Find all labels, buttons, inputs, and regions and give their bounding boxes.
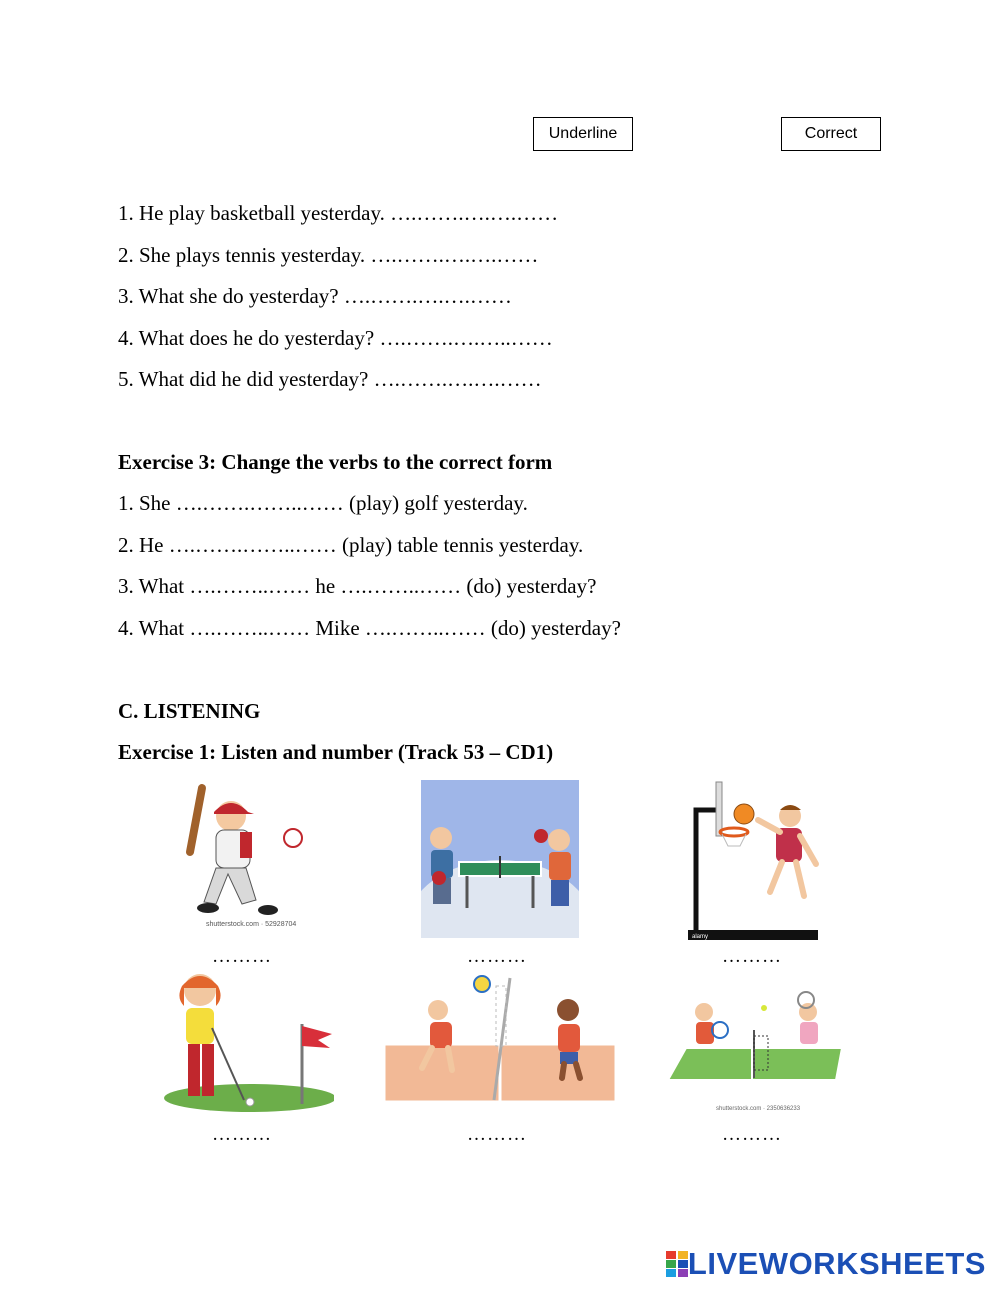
golf-picture [158, 968, 334, 1114]
listening-exercise-title: Exercise 1: Listen and number (Track 53 – CD1) [118, 740, 554, 764]
exercise3-item-1: 1. She ….…….……..…… (play) golf yesterday. [118, 491, 528, 515]
basketball-caption: alamy [692, 934, 709, 940]
liveworksheets-logo-icon [666, 1251, 688, 1277]
answer-blank-3[interactable]: ……… [722, 946, 782, 967]
table-tennis-picture [421, 780, 579, 938]
exercise3-item-2: 2. He ….…….……..…… (play) table tennis yesterday. [118, 533, 584, 557]
listening-section-title: C. LISTENING [118, 699, 261, 723]
baseball-caption: shutterstock.com · 52928704 [206, 921, 297, 928]
exercise3-title: Exercise 3: Change the verbs to the correct form [118, 450, 553, 474]
answer-blank-5[interactable]: ……… [467, 1124, 527, 1145]
answer-blank-4[interactable]: ……… [212, 1124, 272, 1145]
liveworksheets-logo [666, 1246, 986, 1282]
answer-blank-2[interactable]: ……… [467, 946, 527, 967]
baseball-picture [176, 782, 310, 932]
exercise2-item-4: 4. What does he do yesterday? ….…….….…..…… [118, 326, 553, 350]
basketball-picture [688, 780, 822, 940]
exercise2-item-3: 3. What she do yesterday? ….…….….….…… [118, 284, 512, 308]
exercise2-item-1: 1. He play basketball yesterday. ….…….….….…… [118, 201, 559, 225]
answer-blank-1[interactable]: ……… [212, 946, 272, 967]
exercise3-item-3: 3. What ….……..…… he ….……..…… (do) yesterday? [118, 574, 597, 598]
exercise2-item-2: 2. She plays tennis yesterday. ….…….….….…… [118, 243, 539, 267]
underline-button[interactable]: Underline [533, 117, 633, 151]
tennis-picture [666, 986, 842, 1112]
answer-blank-6[interactable]: ……… [722, 1124, 782, 1145]
tennis-caption: shutterstock.com · 2350636233 [716, 1106, 801, 1112]
exercise3-item-4: 4. What ….……..…… Mike ….……..…… (do) yesterday? [118, 616, 621, 640]
exercise2-item-5: 5. What did he did yesterday? ….…….….….…… [118, 367, 542, 391]
volleyball-picture [382, 972, 618, 1106]
correct-button[interactable]: Correct [781, 117, 881, 151]
liveworksheets-logo-text: LIVEWORKSHEETS [687, 1246, 986, 1281]
